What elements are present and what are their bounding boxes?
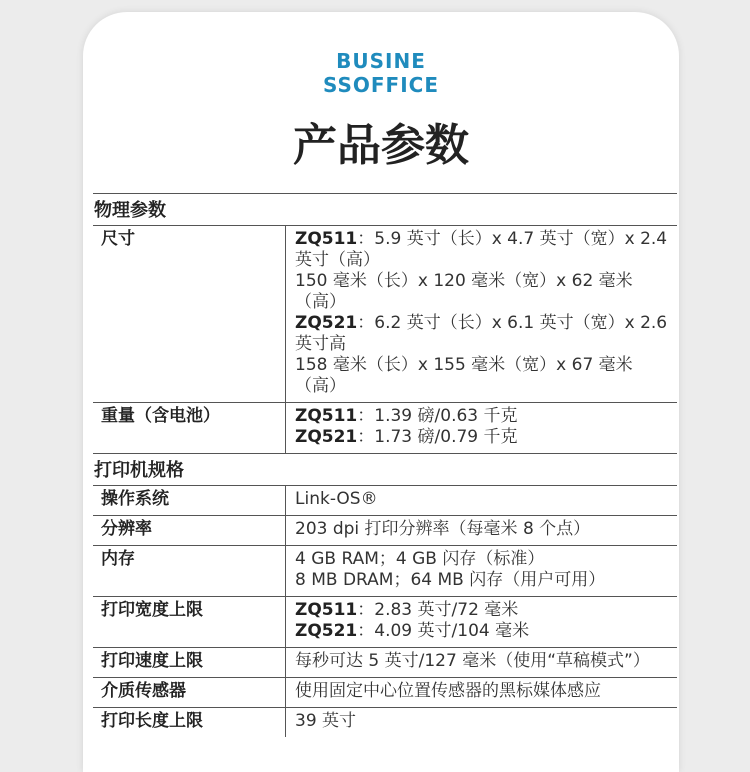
spec-text: Link-OS®	[295, 489, 378, 509]
spec-row	[93, 648, 677, 678]
spec-row	[93, 516, 677, 546]
spec-value-line	[295, 519, 671, 540]
spec-row	[93, 546, 677, 597]
spec-text: 150 毫米（长）x 120 毫米（宽）x 62 毫米（高）	[295, 271, 633, 312]
spec-label: 尺寸	[93, 226, 286, 403]
spec-label: 操作系统	[93, 486, 286, 516]
spec-label: 介质传感器	[93, 678, 286, 708]
brand-logo	[83, 49, 679, 97]
spec-row	[93, 486, 677, 516]
spec-row	[93, 403, 677, 454]
section-header-row	[93, 194, 677, 226]
section-heading: 打印机规格	[93, 454, 677, 486]
spec-value-line	[295, 406, 671, 427]
spec-value-line	[295, 489, 671, 510]
section-heading: 物理参数	[93, 194, 677, 226]
spec-row	[93, 226, 677, 403]
spec-text: 使用固定中心位置传感器的黑标媒体感应	[295, 681, 601, 701]
spec-value-line	[295, 651, 671, 672]
brand-line: SSOFFICE	[322, 73, 440, 97]
spec-value	[286, 546, 678, 597]
spec-row	[93, 708, 677, 738]
model-name: ZQ511	[295, 229, 358, 249]
spec-label: 分辨率	[93, 516, 286, 546]
spec-value-line	[295, 355, 671, 397]
spec-value	[286, 516, 678, 546]
spec-text: 每秒可达 5 英寸/127 毫米（使用“草稿模式”）	[295, 651, 650, 671]
spec-text: 39 英寸	[295, 711, 357, 731]
spec-text: ：6.2 英寸（长）x 6.1 英寸（宽）x 2.6 英寸高	[295, 313, 668, 354]
spec-value-line	[295, 229, 671, 271]
section-header-row	[93, 454, 677, 486]
spec-value	[286, 597, 678, 648]
spec-text: ：4.09 英寸/104 毫米	[357, 621, 530, 641]
spec-value	[286, 708, 678, 738]
spec-text: 203 dpi 打印分辨率（每毫米 8 个点）	[295, 519, 591, 539]
spec-value-line	[295, 427, 671, 448]
spec-value-line	[295, 570, 671, 591]
page-title: 产品参数	[293, 120, 469, 171]
spec-value	[286, 403, 678, 454]
spec-label: 打印长度上限	[93, 708, 286, 738]
spec-value	[286, 226, 678, 403]
spec-value-line	[295, 600, 671, 621]
spec-row	[93, 678, 677, 708]
spec-value-line	[295, 681, 671, 702]
spec-text: ：1.73 磅/0.79 千克	[357, 427, 518, 447]
spec-value-line	[295, 621, 671, 642]
model-name: ZQ521	[295, 313, 358, 333]
spec-value-line	[295, 313, 671, 355]
spec-label: 内存	[93, 546, 286, 597]
spec-value	[286, 648, 678, 678]
model-name: ZQ511	[295, 406, 358, 426]
model-name: ZQ521	[295, 427, 358, 447]
model-name: ZQ521	[295, 621, 358, 641]
spec-text: ：5.9 英寸（长）x 4.7 英寸（宽）x 2.4 英寸（高）	[295, 229, 668, 270]
brand-line: BUSINE	[336, 49, 426, 73]
spec-label: 打印宽度上限	[93, 597, 286, 648]
spec-label: 打印速度上限	[93, 648, 286, 678]
spec-text: ：2.83 英寸/72 毫米	[357, 600, 519, 620]
model-name: ZQ511	[295, 600, 358, 620]
spec-text: 8 MB DRAM；64 MB 闪存（用户可用）	[295, 570, 606, 590]
spec-value-line	[295, 271, 671, 313]
spec-text: 158 毫米（长）x 155 毫米（宽）x 67 毫米（高）	[295, 355, 633, 396]
spec-label: 重量（含电池）	[93, 403, 286, 454]
spec-value-line	[295, 549, 671, 570]
spec-table	[93, 193, 677, 737]
spec-text: ：1.39 磅/0.63 千克	[357, 406, 518, 426]
spec-value	[286, 678, 678, 708]
spec-row	[93, 597, 677, 648]
spec-value-line	[295, 711, 671, 732]
spec-value	[286, 486, 678, 516]
spec-text: 4 GB RAM；4 GB 闪存（标准）	[295, 549, 545, 569]
